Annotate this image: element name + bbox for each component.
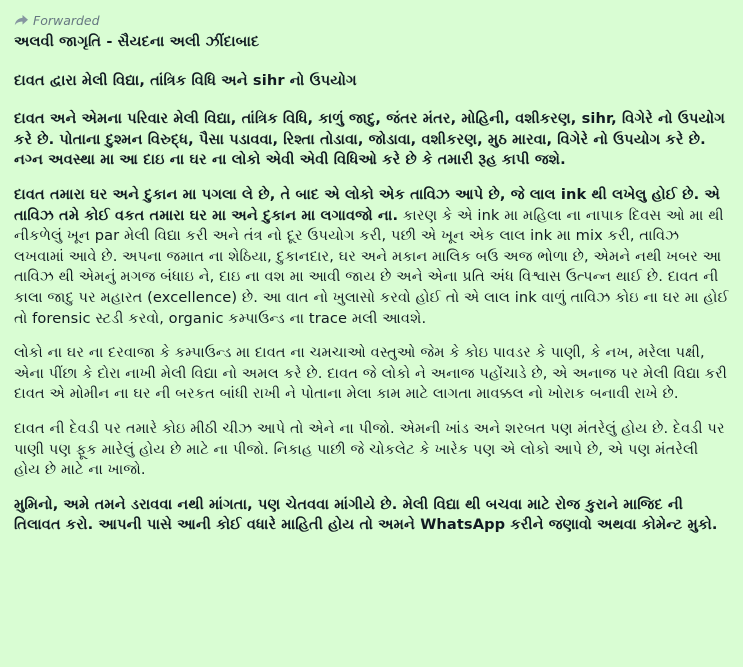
- message-subtitle: દાવત દ્વારા મેલી વિદ્યા, તાંત્રિક વિધિ અને sihr નો ઉપયોગ: [14, 71, 357, 89]
- message-paragraph-5: મુમિનો, અમે તમને ડરાવવા નથી માંગતા, પણ ચેતવવા માંગીયે છે. મેલી વિદ્યા થી બચવા માટે રોજ કુરાને માજિદ ની તિલાવત કરો. આપની પાસે આની કોઈ વધારે માહિતી હોય તો અમને WhatsApp કરીને જણાવો અથવા કોમેન્ટ મુકો.: [14, 495, 718, 534]
- forwarded-label: Forwarded: [33, 12, 100, 28]
- message-paragraph-2-bold: દાવત તમારા ઘર અને દુકાન મા પગલા લે છે, તે બાદ એ લોકો એક તાવિઝ આપે છે, જે લાલ ink થી લખેલુ હોઈ છે. એ તાવિઝ તમે કોઈ વકત તમારા ઘર મા અને દુકાન મા લગાવજો ના.: [14, 185, 721, 224]
- message-paragraph-4: દાવત ની દેવડી પર તમારે કોઇ મીઠી ચીઝ આપે તો એને ના પીજો. એમની ખાંડ અને શરબત પણ મંતરેલું હોય છે. દેવડી પર પાણી પણ ફૂક મારેલું હોય છે માટે ના પીજો. નિકાહ પાછી જે ચોકલેટ કે ખારેક પણ એ લોકો આપે છે, એ પણ મંતરેલી હોય છે માટે ના ખાજો.: [14, 419, 725, 479]
- message-paragraph-3: લોકો ના ઘર ના દરવાજા કે કમ્પાઉન્ડ મા દાવત ના ચમચાઓ વસ્તુઓ જેમ કે કોઇ પાવડર કે પાણી, કે નખ, મરેલા પક્ષી, એના પીંછા કે દોરા નાખી મેલી વિદ્યા નો અમલ કરે છે. દાવત જે લોકો ને અનાજ પહોંચાડે છે, એ અનાજ પર મેલી વિદ્યા કરી દાવત એ મોમીન ના ઘર ની બરકત બાંધી રાખી ને પોતાના મેલા કામ માટે લાગતા માવક્કલ નો ખોરાક બનાવી રાખે છે.: [14, 344, 727, 403]
- forwarded-indicator: [14, 10, 729, 30]
- message-text: [14, 32, 729, 536]
- forward-arrow-icon: [14, 14, 29, 26]
- message-paragraph-1: દાવત અને એમના પરિવાર મેલી વિદ્યા, તાંત્રિક વિધિ, કાળું જાદુ, જંતર મંતર, મોહિની, વશીકરણ, sihr, વિગેરે નો ઉપયોગ કરે છે. પોતાના દુશ્મન વિરુદ્ધ, પૈસા પડાવવા, રિશ્તા તોડાવા, જોડાવા, વશીકરણ, મુઠ મારવા, વિગેરે નો ઉપયોગ કરે છે. નગ્ન અવસ્થા મા આ દાઇ ના ઘર ના લોકો એવી એવી વિધિઓ કરે છે કે તમારી રૂહ કાપી જશે.: [14, 110, 725, 169]
- message-title: અલવી જાગૃતિ - સૈયદના અલી ઝીંદાબાદ: [14, 33, 260, 50]
- message-paragraph-2: [14, 185, 729, 329]
- message-paragraph-2-rest: કારણ કે એ ink મા મહિલા ના નાપાક દિવસ ઓ મા થી નીકળેલું ખૂન par મેલી વિદ્યા કરી અને તંત્ર નો દૂર ઉપયોગ કરી, પછી એ ખૂન એક લાલ ink મા mix કરી, તાવિઝ લખવામાં આવે છે. અપના જમાત ના શેઠિયા, દુકાનદાર, ઘર અને મકાન માલિક બઉ અજ ભોળા છે, એમને નથી ખબર આ તાવિઝ થી એમનું મગજ બંધાઇ ને, દાઇ ના વશ મા આવી જાય છે અને એના પ્રતિ અંધ વિશ્વાસ ઉત્પન્ન થાઈ છે. દાવત ની કાલા જાદુ પર મહારત (excellence) છે. આ વાત નો ખુલાસો કરવો હોઈ તો એ લાલ ink વાળું તાવિઝ કોઇ ના ઘર મા હોઈ તો forensic સ્ટડી કરવો, organic કમ્પાઉન્ડ ના trace મલી આવશે.: [14, 206, 729, 327]
